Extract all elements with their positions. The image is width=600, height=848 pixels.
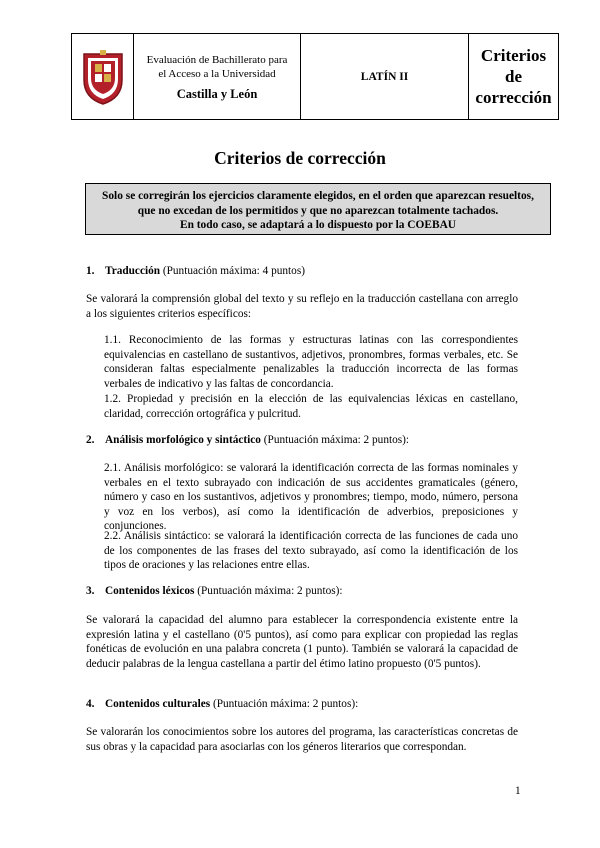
criteria-cell — [469, 34, 558, 119]
region-label: Castilla y León — [176, 86, 258, 101]
criteria-line-3: corrección — [475, 88, 552, 107]
criterion-item: 2.2. Análisis sintáctico: se valorará la identificación correcta de las funciones de cada uno de los componentes de las frases del texto subrayado, así como la identificación de los tipos de oraciones y las relaciones entre ellas. — [104, 530, 518, 572]
page-number: 1 — [515, 785, 521, 797]
criterion-item: 1.1. Reconocimiento de las formas y estructuras latinas con las correspondientes equivalencias en castellano de sustantivos, adjetivos, pronombres, formas verbales, etc. Se consideran faltas especialmente penalizables la traducción incorrecta de las formas verbales de indicativo y las faltas de concordancia. — [104, 334, 518, 390]
page-title: Criterios de corrección — [214, 148, 386, 168]
subject-cell — [301, 34, 469, 119]
university-crest-icon — [81, 48, 125, 106]
notice-line-3: En todo caso, se adaptará a lo dispuesto por la COEBAU — [179, 219, 457, 231]
notice-box — [85, 183, 551, 235]
section-body: Se valorará la capacidad del alumno para establecer la correspondencia existente entre la expresión latina y el castellano (0'5 puntos), así como para explicar con propiedad las reglas fonéticas de evolución en una palabra concreta (1 punto). También se valorará la capacidad de deducir palabras de la lengua castellana a partir del étimo latino propuesto (0'5 puntos). — [86, 614, 518, 670]
section-body: Se valorarán los conocimientos sobre los autores del programa, las características concretas de sus obras y la capacidad para asociarlas con los géneros literarios que correspondan. — [86, 726, 518, 753]
criterion-item: 1.2. Propiedad y precisión en la elección de las equivalencias léxicas en castellano, claridad, corrección ortográfica y pulcritud. — [104, 393, 518, 420]
criteria-line-2: de — [505, 67, 522, 86]
section-heading: 1. Traducción (Puntuación máxima: 4 puntos) — [86, 265, 305, 277]
institution-line-1: Evaluación de Bachillerato para — [146, 53, 288, 66]
subject-label: LATÍN II — [360, 70, 409, 83]
criteria-line-1: Criterios — [480, 46, 547, 65]
section-intro: Se valorará la comprensión global del texto y su reflejo en la traducción castellana con arreglo a los siguientes criterios específicos: — [86, 293, 518, 320]
section-heading: 2. Análisis morfológico y sintáctico (Puntuación máxima: 2 puntos): — [86, 434, 410, 446]
section-heading: 3. Contenidos léxicos (Puntuación máxima: 2 puntos): — [86, 585, 343, 597]
logo-cell — [72, 34, 134, 119]
header-table — [71, 33, 559, 120]
notice-line-1: Solo se corregirán los ejercicios claramente elegidos, en el orden que aparezcan resueltos, — [102, 190, 534, 202]
institution-cell — [134, 34, 301, 119]
institution-line-2: el Acceso a la Universidad — [158, 67, 276, 80]
notice-line-2: que no excedan de los permitidos y que no aparezcan totalmente tachados. — [137, 204, 499, 217]
section-heading: 4. Contenidos culturales (Puntuación máxima: 2 puntos): — [86, 698, 359, 710]
criterion-item: 2.1. Análisis morfológico: se valorará la identificación correcta de las formas nominales y verbales en el texto subrayado con indicación de sus accidentes gramaticales (género, número y caso en los sustantivos, adjetivos y pronombres; tiempo, modo, número, persona y voz en los verbos), así como la identificación de adverbios, preposiciones y conjunciones. — [104, 462, 518, 533]
